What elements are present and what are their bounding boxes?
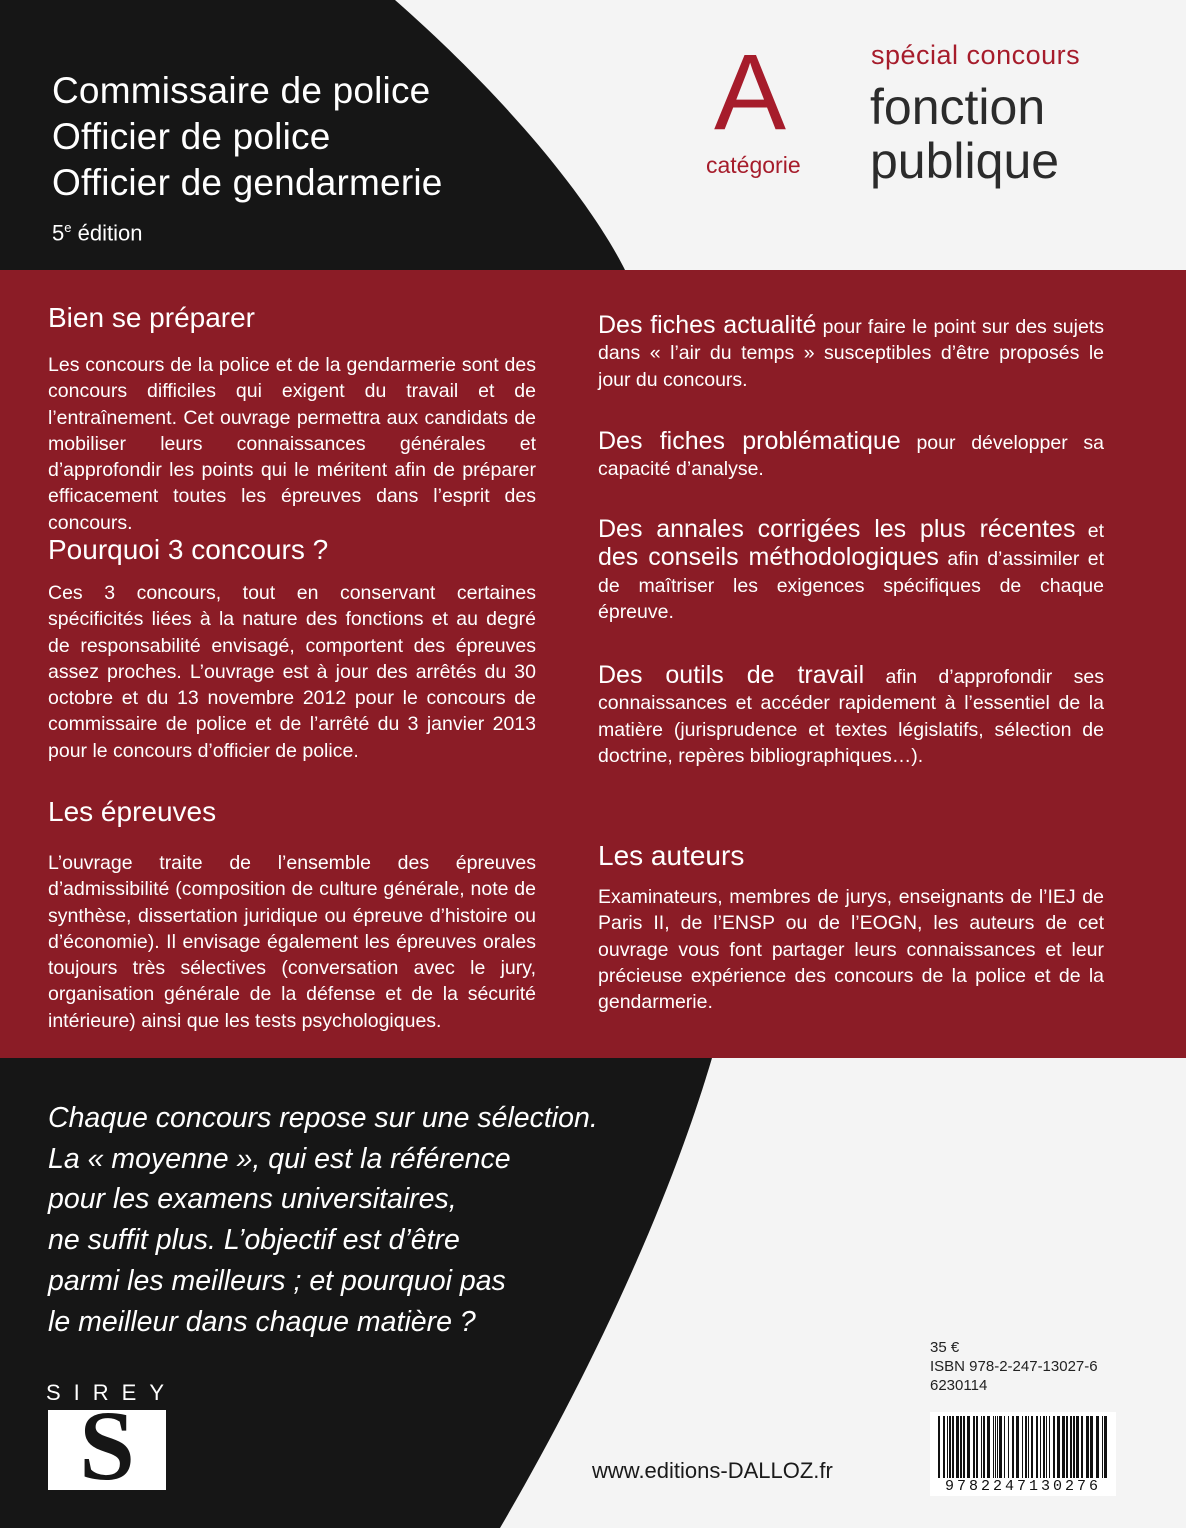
barcode-bar bbox=[1102, 1416, 1103, 1478]
barcode-bar bbox=[997, 1416, 998, 1478]
barcode bbox=[938, 1416, 1107, 1478]
barcode-bar bbox=[999, 1416, 1002, 1478]
paragraph-pourquoi-3-concours: Ces 3 concours, tout en conservant certaines spécificités liées à la nature des fonctions et au degré de responsabilité envisagé, comportent des épreuves assez proches. L’ouvrage est à jour des arrêtés du 30 octobre et du 13 novembre 2012 pour le concours de commissaire de police et de l’arrêté du 3 janvier 2013 pour le concours d’officier de police. bbox=[48, 582, 536, 762]
title-line-3: Officier de gendarmerie bbox=[52, 162, 443, 203]
edition-label bbox=[52, 220, 142, 246]
barcode-bar bbox=[1008, 1416, 1009, 1478]
lead-outils-de-travail: Des outils de travail bbox=[598, 661, 865, 689]
paragraph-outils-de-travail bbox=[598, 662, 1104, 769]
barcode-bar bbox=[1012, 1416, 1014, 1478]
text-fiches-actualite: pour faire le point sur des sujets dans « l’air du temps » susceptibles d’être proposés le jour du concours. bbox=[598, 316, 1104, 391]
lead-fiches-problematique: Des fiches problématique bbox=[598, 427, 901, 455]
barcode-bar bbox=[1040, 1416, 1041, 1478]
barcode-bar bbox=[973, 1416, 975, 1478]
barcode-bar bbox=[1016, 1416, 1019, 1478]
barcode-bar bbox=[981, 1416, 982, 1478]
barcode-bar bbox=[1049, 1416, 1050, 1478]
edition-superscript: e bbox=[64, 220, 72, 235]
series-title-line-2: publique bbox=[870, 133, 1060, 189]
barcode-bar bbox=[987, 1416, 990, 1478]
barcode-bar bbox=[1081, 1416, 1083, 1478]
title-line-1: Commissaire de police bbox=[52, 70, 431, 111]
barcode-number: 9782247130276 bbox=[930, 1478, 1116, 1495]
publisher-name: SIREY bbox=[46, 1380, 178, 1405]
quote-line-4: ne suffit plus. L’objectif est d’être bbox=[48, 1224, 460, 1257]
price: 35 € bbox=[930, 1339, 960, 1356]
paragraph-les-auteurs: Examinateurs, membres de jurys, enseignants de l’IEJ de Paris II, de l’ENSP ou de l’EOGN, les auteurs de cet ouvrage vous font partager leurs connaissances et leur précieuse expérience des concours de la police et de la gendarmerie. bbox=[598, 886, 1104, 1014]
barcode-bar bbox=[947, 1416, 948, 1478]
barcode-bar bbox=[1070, 1416, 1072, 1478]
barcode-bar bbox=[1057, 1416, 1060, 1478]
barcode-bar bbox=[995, 1416, 996, 1478]
title-line-2: Officier de police bbox=[52, 116, 331, 157]
edition-word: édition bbox=[71, 220, 143, 246]
heading-pourquoi-3-concours: Pourquoi 3 concours ? bbox=[48, 534, 329, 565]
barcode-bar bbox=[1062, 1416, 1065, 1478]
paragraph-bien-se-preparer: Les concours de la police et de la gendarmerie sont des concours difficiles qui exigent du travail et de l’entraînement. Cet ouvrage permettra aux candidats de mobiliser leurs connaissances générales et d’approfondir les points qui le méritent afin de préparer efficacement toutes les épreuves dans l’esprit des concours. bbox=[48, 354, 536, 534]
special-concours-label: spécial concours bbox=[871, 40, 1081, 70]
category-letter: A bbox=[714, 31, 787, 152]
barcode-bar bbox=[1004, 1416, 1005, 1478]
text-outils-de-travail: afin d’approfondir ses connaissances et accéder rapidement à l’essentiel de la matière (jurisprudence et textes législatifs, sélection de doctrine, repères bibliographiques…). bbox=[598, 666, 1104, 767]
barcode-bar bbox=[1022, 1416, 1023, 1478]
paragraph-fiches-problematique bbox=[598, 428, 1104, 483]
barcode-bar bbox=[976, 1416, 978, 1478]
barcode-bar bbox=[1086, 1416, 1089, 1478]
text-annales-corrigees: afin d’assimiler et de maîtriser les exigences spécifiques de chaque épreuve. bbox=[598, 548, 1104, 623]
barcode-bar bbox=[952, 1416, 954, 1478]
lead-conseils-methodologiques: des conseils méthodologiques bbox=[598, 543, 939, 572]
barcode-bar bbox=[963, 1416, 965, 1478]
paragraph-les-epreuves: L’ouvrage traite de l’ensemble des épreuves d’admissibilité (composition de culture générale, note de synthèse, dissertation juridique ou épreuve d’histoire ou d’économie). Il envisage également les épreuves orales toujours très sélectives (conversation avec le jury, organisation générale de la défense et de la sécurité intérieure) ainsi que les tests psychologiques. bbox=[48, 852, 536, 1032]
paragraph-annales-corrigees bbox=[598, 516, 1104, 625]
connector-annales: et bbox=[1075, 520, 1104, 542]
heading-les-epreuves: Les épreuves bbox=[48, 796, 217, 827]
barcode-bar bbox=[1036, 1416, 1038, 1478]
barcode-bar bbox=[1043, 1416, 1045, 1478]
barcode-bar bbox=[1028, 1416, 1029, 1478]
heading-les-auteurs: Les auteurs bbox=[598, 840, 745, 871]
barcode-bar bbox=[943, 1416, 945, 1478]
lead-fiches-actualite: Des fiches actualité bbox=[598, 311, 817, 339]
barcode-bar bbox=[983, 1416, 985, 1478]
barcode-bar bbox=[938, 1416, 940, 1478]
barcode-bar bbox=[956, 1416, 959, 1478]
barcode-bar bbox=[1053, 1416, 1055, 1478]
barcode-bar bbox=[1066, 1416, 1068, 1478]
quote-line-3: pour les examens universitaires, bbox=[48, 1183, 457, 1216]
series-title-line-1: fonction bbox=[870, 79, 1046, 135]
barcode-bar bbox=[1031, 1416, 1033, 1478]
lead-annales-corrigees: Des annales corrigées les plus récentes bbox=[598, 515, 1076, 543]
title-block bbox=[52, 68, 443, 206]
quote-line-2: La « moyenne », qui est la référence bbox=[48, 1142, 511, 1175]
product-code: 6230114 bbox=[930, 1377, 988, 1394]
barcode-bar bbox=[1073, 1416, 1075, 1478]
quote-block bbox=[48, 1098, 598, 1342]
barcode-bar bbox=[1025, 1416, 1027, 1478]
category-word: catégorie bbox=[706, 152, 801, 178]
barcode-bar bbox=[1104, 1416, 1107, 1478]
price-block bbox=[930, 1338, 1098, 1395]
barcode-bar bbox=[1096, 1416, 1099, 1478]
barcode-bar bbox=[1090, 1416, 1093, 1478]
text-fiches-problematique: pour développer sa capacité d’analyse. bbox=[598, 432, 1105, 481]
barcode-bar bbox=[1046, 1416, 1047, 1478]
paragraph-fiches-actualite bbox=[598, 312, 1104, 393]
quote-line-5: parmi les meilleurs ; et pourquoi pas bbox=[48, 1264, 506, 1297]
website-url[interactable]: www.editions-DALLOZ.fr bbox=[592, 1458, 833, 1483]
barcode-bar bbox=[1076, 1416, 1079, 1478]
barcode-bar bbox=[960, 1416, 962, 1478]
barcode-bar bbox=[967, 1416, 970, 1478]
quote-line-6: le meilleur dans chaque matière ? bbox=[48, 1305, 476, 1338]
sirey-logo-glyph: S bbox=[79, 1390, 135, 1501]
barcode-bar bbox=[993, 1416, 994, 1478]
isbn: ISBN 978-2-247-13027-6 bbox=[930, 1358, 1098, 1375]
edition-number: 5 bbox=[52, 220, 65, 246]
barcode-bar bbox=[949, 1416, 951, 1478]
heading-bien-se-preparer: Bien se préparer bbox=[48, 302, 256, 333]
quote-line-1: Chaque concours repose sur une sélection. bbox=[48, 1102, 598, 1134]
